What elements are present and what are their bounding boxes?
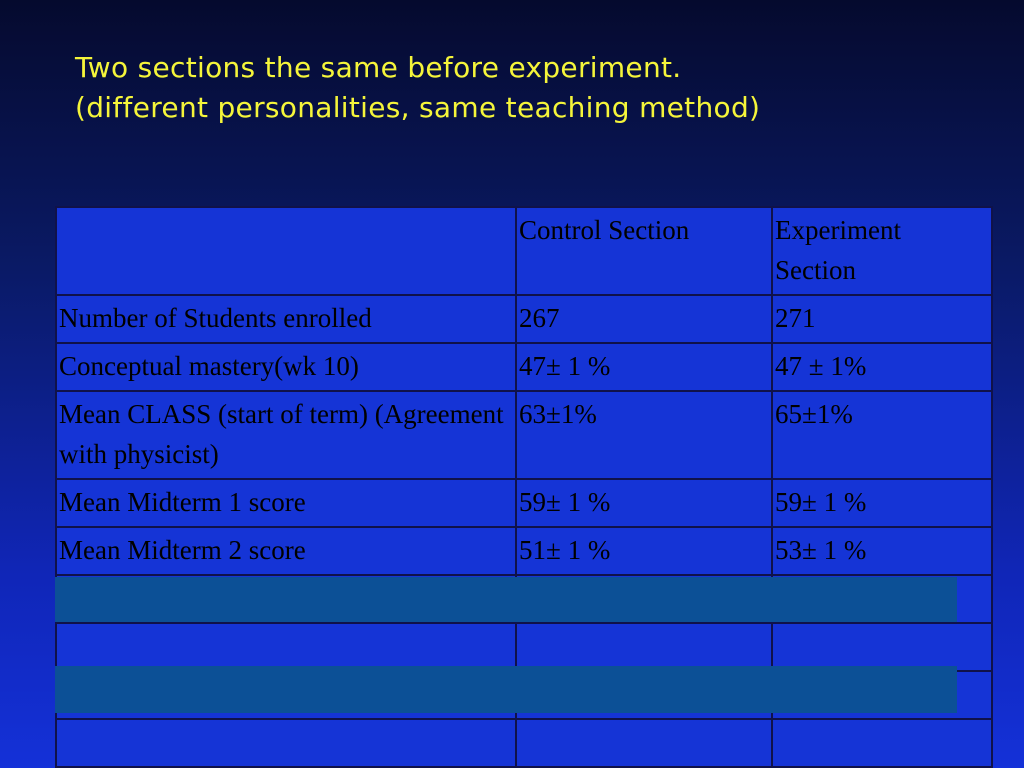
experiment-value: 59± 1 % — [772, 479, 992, 527]
control-value: 47± 1 % — [516, 343, 772, 391]
row-label: Mean CLASS (start of term) (Agreement with physicist) — [56, 391, 516, 479]
row-label — [56, 719, 516, 767]
row-label: Mean Midterm 2 score — [56, 527, 516, 575]
control-value: 59± 1 % — [516, 479, 772, 527]
cover-bar — [55, 577, 957, 622]
header-cell-experiment: Experiment Section — [772, 207, 992, 295]
table-row — [56, 527, 992, 575]
experiment-value: 47 ± 1% — [772, 343, 992, 391]
experiment-value: 65±1% — [772, 391, 992, 479]
table-row — [56, 479, 992, 527]
row-label: Mean Midterm 1 score — [56, 479, 516, 527]
control-value: 63±1% — [516, 391, 772, 479]
table-header-row — [56, 207, 992, 295]
experiment-value: 271 — [772, 295, 992, 343]
header-cell-blank — [56, 207, 516, 295]
control-value: 267 — [516, 295, 772, 343]
table-row — [56, 295, 992, 343]
cover-bar — [55, 666, 957, 713]
header-cell-control: Control Section — [516, 207, 772, 295]
experiment-value — [772, 623, 992, 671]
control-value — [516, 719, 772, 767]
row-label — [56, 623, 516, 671]
table-row — [56, 391, 992, 479]
experiment-value — [772, 719, 992, 767]
slide-title — [75, 48, 975, 128]
experiment-value: 53± 1 % — [772, 527, 992, 575]
row-label: Number of Students enrolled — [56, 295, 516, 343]
row-label: Conceptual mastery(wk 10) — [56, 343, 516, 391]
table-row-hidden — [56, 719, 992, 767]
slide-title-line-1: Two sections the same before experiment. — [75, 51, 682, 84]
control-value — [516, 623, 772, 671]
table-row-hidden — [56, 623, 992, 671]
table-row — [56, 343, 992, 391]
control-value: 51± 1 % — [516, 527, 772, 575]
slide-title-line-2: (different personalities, same teaching method) — [75, 91, 761, 124]
